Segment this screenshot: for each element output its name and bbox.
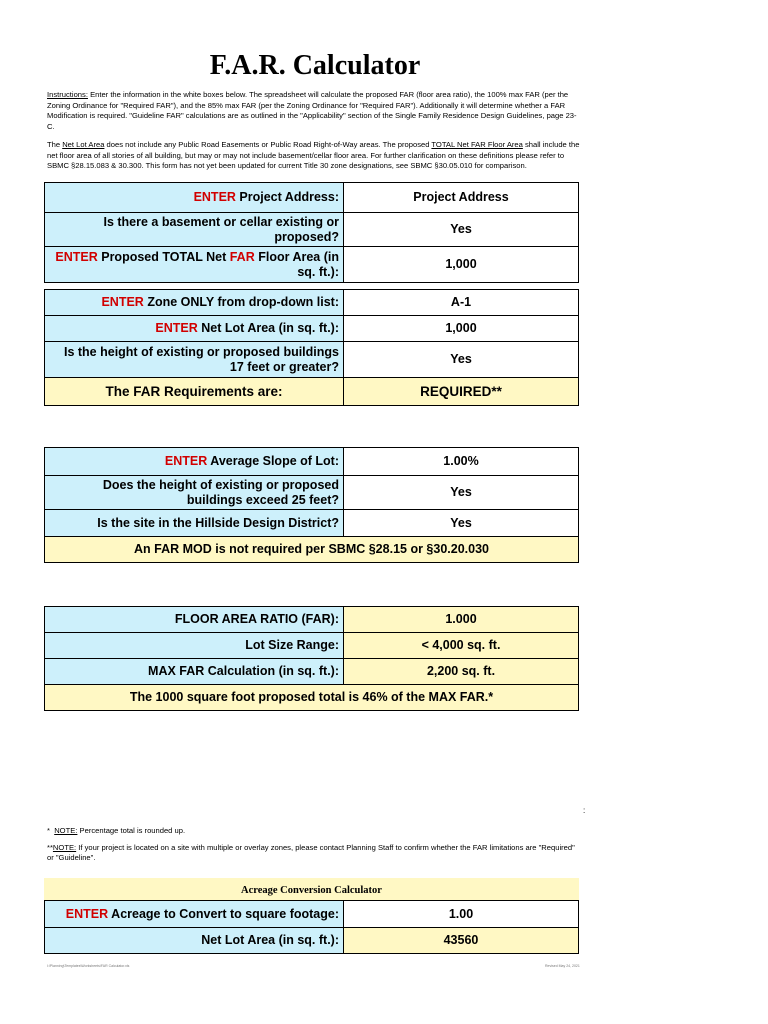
enter-keyword: ENTER <box>155 321 198 335</box>
footer-file-path: I:\Planning\Templates\Worksheets\FAR Calculator.xls <box>47 964 130 968</box>
table-row <box>45 316 579 342</box>
table-row <box>45 378 579 406</box>
height-25-answer-input[interactable]: Yes <box>344 476 579 510</box>
table-row <box>45 607 579 633</box>
lot-size-range-value: < 4,000 sq. ft. <box>344 633 579 659</box>
table-row <box>45 290 579 316</box>
basement-answer-input[interactable]: Yes <box>344 213 579 247</box>
acreage-net-lot-area-value: 43560 <box>344 928 579 954</box>
enter-keyword: ENTER <box>55 249 98 264</box>
definitions-text-b: does not include any Public Road Easements or Public Road Right-of-Way areas. The proposed <box>104 140 432 149</box>
note-overlay-zones <box>47 843 577 863</box>
table-row <box>45 476 579 510</box>
table-row <box>45 685 579 711</box>
max-far-calc-value: 2,200 sq. ft. <box>344 659 579 685</box>
instructions-paragraph <box>47 90 582 132</box>
project-address-input[interactable]: Project Address <box>344 183 579 213</box>
hillside-answer-input[interactable]: Yes <box>344 510 579 537</box>
note-text: Percentage total is rounded up. <box>77 826 186 835</box>
note-label: NOTE: <box>52 843 77 852</box>
instructions-label: Instructions: <box>47 90 88 99</box>
lot-size-range-label: Lot Size Range: <box>45 633 344 659</box>
label-text: Zone ONLY from drop-down list: <box>147 295 339 309</box>
slope-info-table <box>44 447 579 563</box>
table-row <box>45 448 579 476</box>
enter-keyword: ENTER <box>65 906 109 921</box>
net-lot-area-input[interactable]: 1,000 <box>344 316 579 342</box>
far-ratio-value: 1.000 <box>344 607 579 633</box>
enter-keyword: ENTER <box>193 190 236 204</box>
label-text: Floor Area (in sq. ft.): <box>254 249 339 279</box>
enter-keyword: ENTER <box>164 454 208 468</box>
note-rounding <box>47 826 185 836</box>
definitions-text-c: shall include the net floor area of all stories of all building, but may or may not include basement/cellar floor area. For further clarification on these definitions please refer to SBMC §28.15.083 & 30.300. This form has not yet been updated for current Title 30 zone designations, see SBMC §30.05.010 for comparison. <box>47 140 580 171</box>
side-mark: : <box>583 806 586 815</box>
acreage-header-text: Acreage Conversion Calculator <box>241 885 382 896</box>
height-25-question-label: Does the height of existing or proposed buildings exceed 25 feet? <box>45 476 344 510</box>
acreage-table <box>44 900 579 954</box>
project-address-label <box>45 183 344 213</box>
table-row <box>45 928 579 954</box>
floor-area-input[interactable]: 1,000 <box>344 247 579 283</box>
project-info-table <box>44 182 579 283</box>
note-star: ** <box>47 843 53 852</box>
max-far-calc-label: MAX FAR Calculation (in sq. ft.): <box>45 659 344 685</box>
far-keyword: FAR <box>229 249 255 264</box>
definitions-text-a: The <box>47 140 63 149</box>
acreage-input[interactable]: 1.00 <box>344 901 579 928</box>
acreage-label <box>45 901 344 928</box>
height-17-question-label: Is the height of existing or proposed buildings 17 feet or greater? <box>45 342 344 378</box>
acreage-calculator-header <box>44 878 579 900</box>
note-star: * <box>47 826 50 835</box>
note-label: NOTE: <box>54 826 78 835</box>
slope-label <box>45 448 344 476</box>
label-text: Proposed TOTAL Net <box>101 249 230 264</box>
note-text: If your project is located on a site with multiple or overlay zones, please contact Planning Staff to confirm whether the FAR limitations are "Required" or "Guideline". <box>47 843 575 862</box>
table-row <box>45 510 579 537</box>
table-row <box>45 659 579 685</box>
hillside-question-label: Is the site in the Hillside Design District? <box>45 510 344 537</box>
zone-info-table <box>44 289 579 406</box>
label-text: Acreage to Convert to square footage: <box>111 906 339 921</box>
acreage-net-lot-area-label: Net Lot Area (in sq. ft.): <box>45 928 344 954</box>
floor-area-label <box>45 247 344 283</box>
label-text: Project Address: <box>239 190 339 204</box>
instructions-text: Enter the information in the white boxes below. The spreadsheet will calculate the proposed FAR (floor area ratio), the 100% max FAR (per the Zoning Ordinance for "Required FAR"), and the 85% max FAR (per the Zoning Ordinance for "Required FAR"). Additionally it will determine whether a FAR Modification is required. "Guideline FAR" calculations are as outlined in the "Applicability" section of the Single Family Residence Design Guidelines, page 23-C. <box>47 90 577 131</box>
far-ratio-label: FLOOR AREA RATIO (FAR): <box>45 607 344 633</box>
label-text: Net Lot Area (in sq. ft.): <box>201 321 339 335</box>
table-row <box>45 183 579 213</box>
basement-question-label: Is there a basement or cellar existing or proposed? <box>45 213 344 247</box>
far-results-table <box>44 606 579 711</box>
net-lot-area-label <box>45 316 344 342</box>
far-mod-result: An FAR MOD is not required per SBMC §28.15 or §30.20.030 <box>45 537 579 563</box>
net-lot-area-term: Net Lot Area <box>62 140 105 149</box>
slope-input[interactable]: 1.00% <box>344 448 579 476</box>
zone-label <box>45 290 344 316</box>
zone-dropdown[interactable]: A-1 <box>344 290 579 316</box>
far-requirements-label: The FAR Requirements are: <box>45 378 344 406</box>
label-text: Average Slope of Lot: <box>210 454 339 468</box>
table-row <box>45 901 579 928</box>
table-row <box>45 247 579 283</box>
far-requirements-value: REQUIRED** <box>344 378 579 406</box>
table-row <box>45 342 579 378</box>
footer-revision-date: Revised May 24, 2021 <box>545 964 580 968</box>
total-net-far-term: TOTAL Net FAR Floor Area <box>431 140 523 149</box>
page-title: F.A.R. Calculator <box>209 50 421 81</box>
proposed-total-summary: The 1000 square foot proposed total is 46% of the MAX FAR.* <box>45 685 579 711</box>
height-17-answer-input[interactable]: Yes <box>344 342 579 378</box>
table-row <box>45 633 579 659</box>
definitions-paragraph <box>47 140 582 172</box>
table-row <box>45 213 579 247</box>
enter-keyword: ENTER <box>101 295 144 309</box>
table-row <box>45 537 579 563</box>
